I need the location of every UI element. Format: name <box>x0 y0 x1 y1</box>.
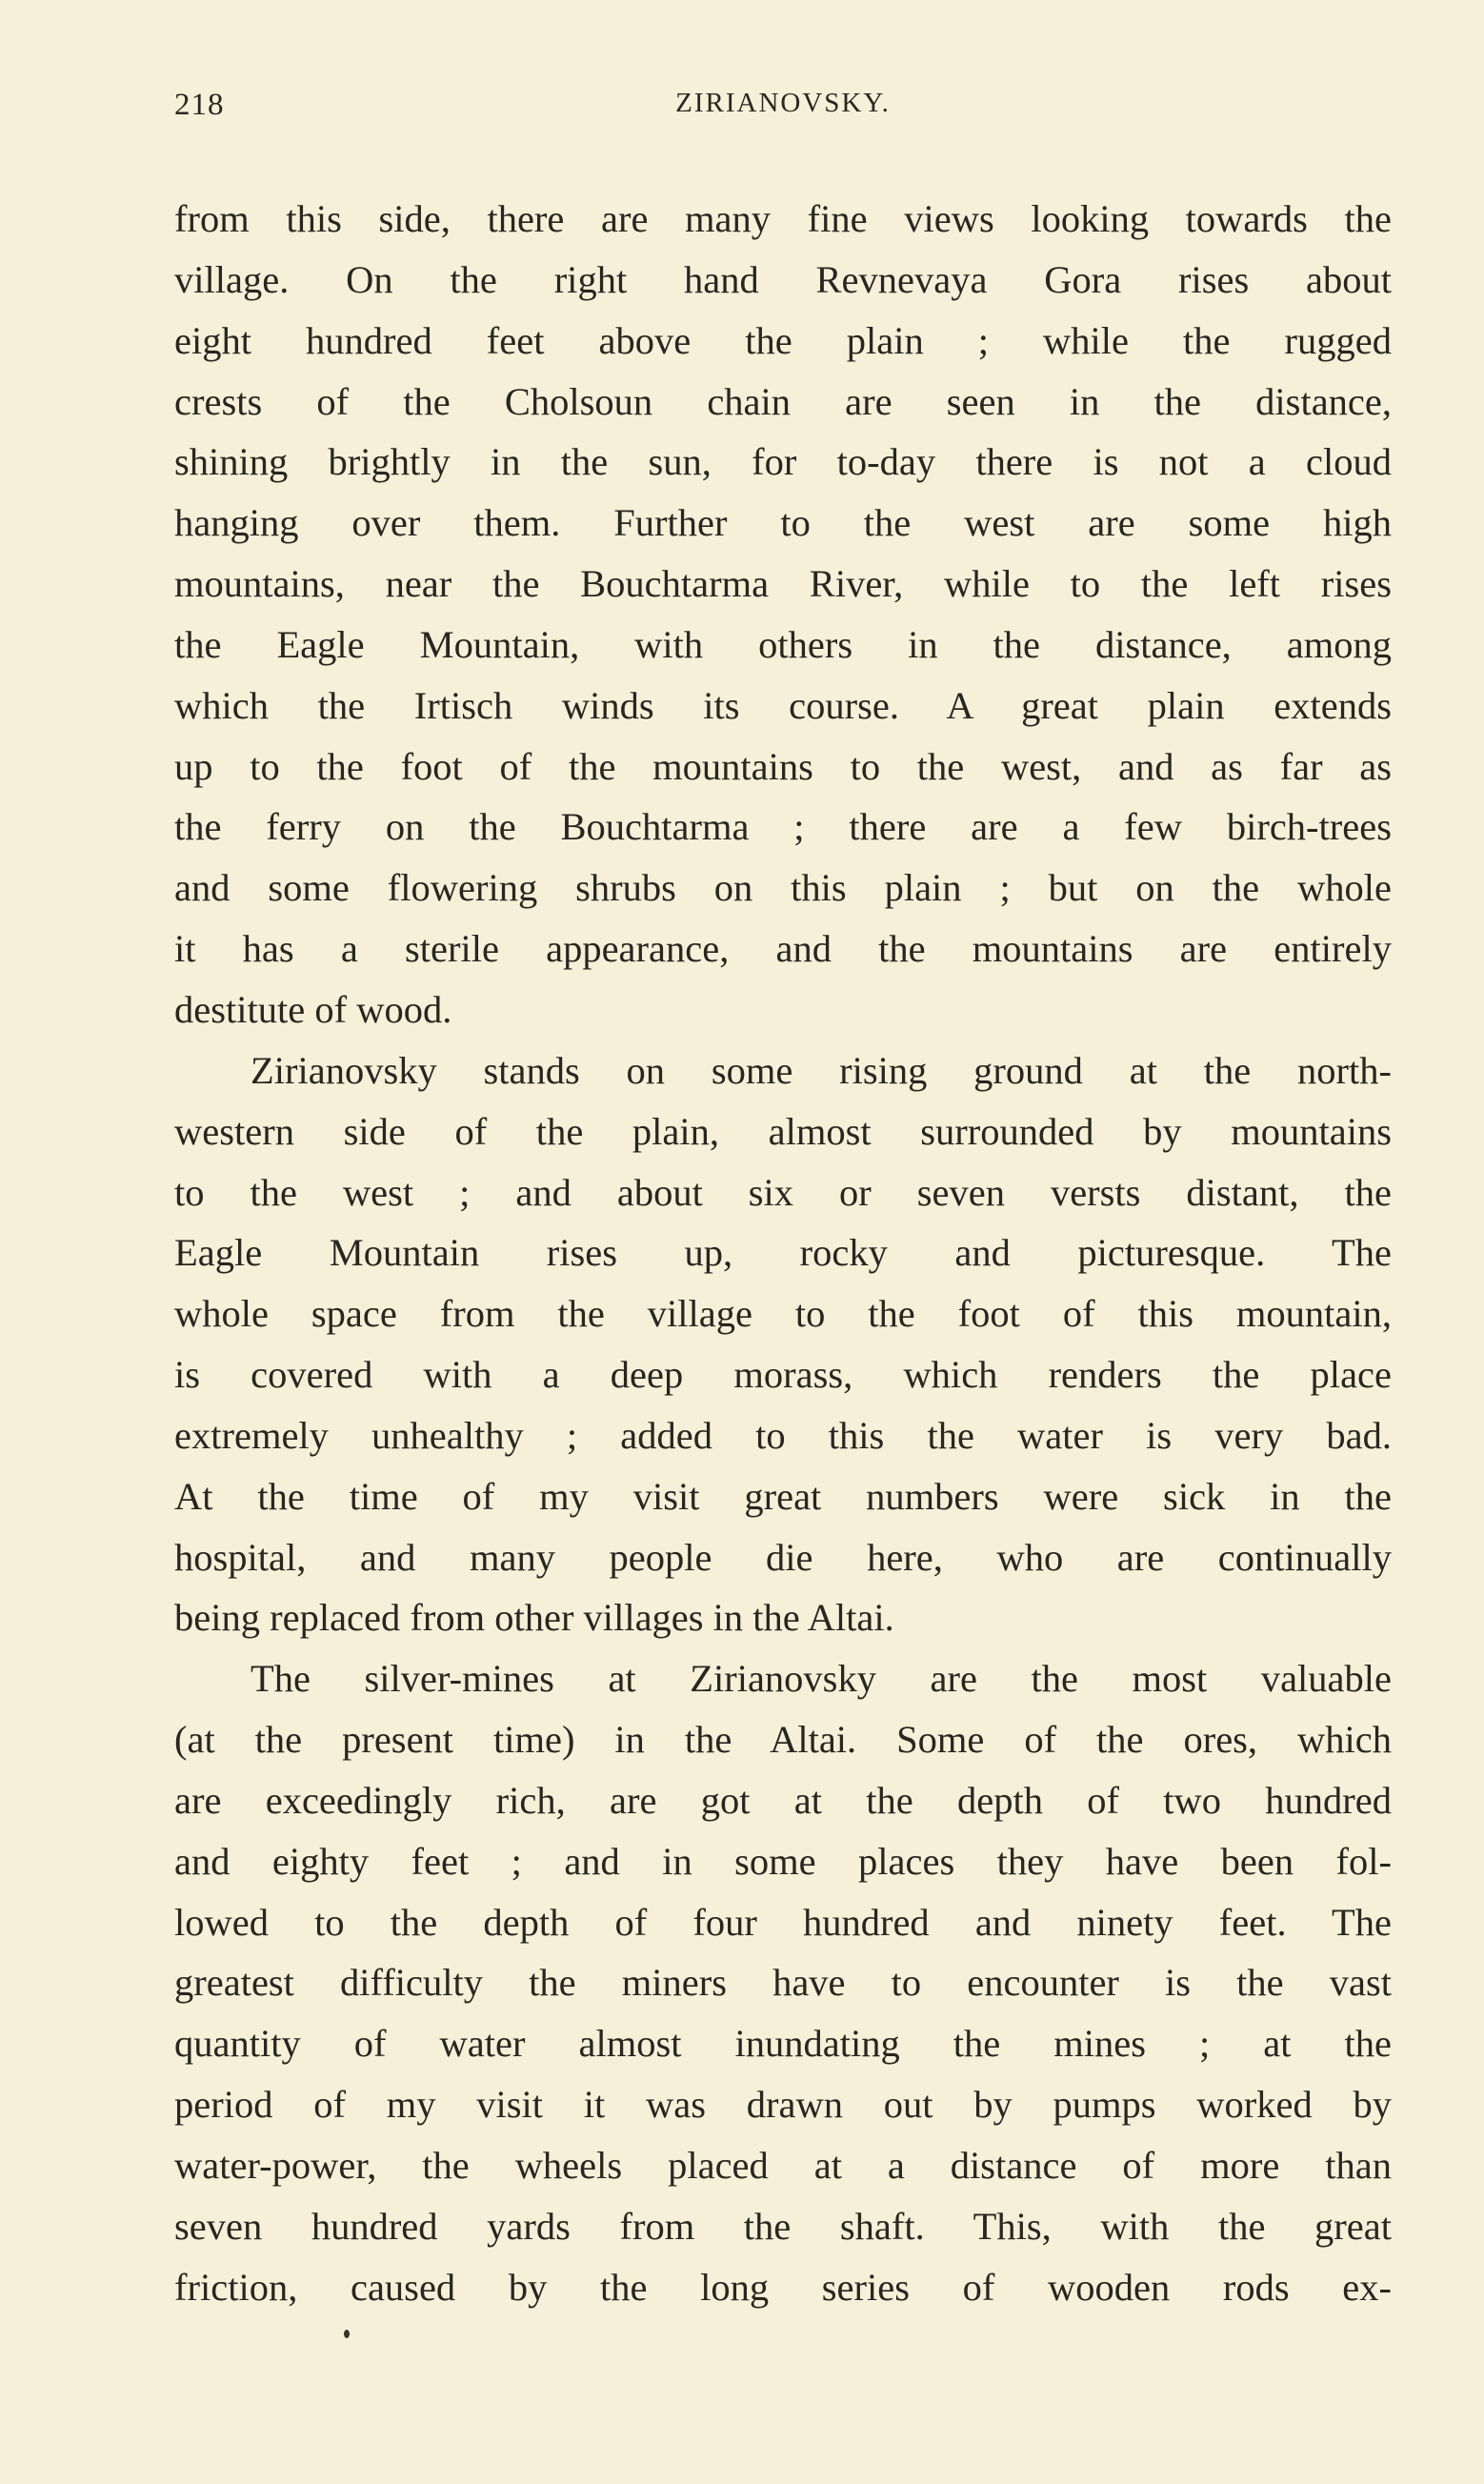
text-line: and eighty feet ; and in some places they have been fol- <box>174 1839 1392 1883</box>
text-line: which the Irtisch winds its course. A great plain extends <box>174 683 1392 727</box>
text-line: is covered with a deep morass, which renders the place <box>174 1353 1392 1397</box>
text-line: crests of the Cholsoun chain are seen in the distance, <box>174 379 1392 423</box>
text-line: seven hundred yards from the shaft. This, with the great <box>174 2204 1392 2248</box>
text-line: mountains, near the Bouchtarma River, while to the left rises <box>174 562 1392 606</box>
text-line: eight hundred feet above the plain ; while the rugged <box>174 318 1392 362</box>
text-line: greatest difficulty the miners have to encounter is the vast <box>174 1961 1392 2005</box>
text-line: extremely unhealthy ; added to this the water is very bad. <box>174 1413 1392 1457</box>
text-line: The silver-mines at Zirianovsky are the most valuable <box>251 1657 1392 1701</box>
text-line: the Eagle Mountain, with others in the distance, among <box>174 622 1392 666</box>
text-line: hanging over them. Further to the west are some high <box>174 501 1392 545</box>
text-line: village. On the right hand Revnevaya Gora rises about <box>174 257 1392 301</box>
text-line: period of my visit it was drawn out by pumps worked by <box>174 2083 1392 2127</box>
text-line: lowed to the depth of four hundred and ninety feet. The <box>174 1900 1392 1944</box>
text-line: whole space from the village to the foot of this mountain, <box>174 1292 1392 1336</box>
text-line: being replaced from other villages in the Altai. <box>174 1596 894 1640</box>
text-line: (at the present time) in the Altai. Some of the ores, which <box>174 1718 1392 1762</box>
text-line: destitute of wood. <box>174 987 452 1031</box>
text-line: hospital, and many people die here, who are continually <box>174 1535 1392 1579</box>
text-line: western side of the plain, almost surrounded by mountains <box>174 1109 1392 1153</box>
text-line: Zirianovsky stands on some rising ground at the north- <box>251 1048 1392 1092</box>
text-line: and some flowering shrubs on this plain ; but on the whole <box>174 866 1392 910</box>
text-line: to the west ; and about six or seven versts distant, the <box>174 1170 1392 1214</box>
running-title: ZIRIANOVSKY. <box>675 88 891 118</box>
text-line: up to the foot of the mountains to the west, and as far as <box>174 744 1392 788</box>
text-line: shining brightly in the sun, for to-day there is not a cloud <box>174 440 1392 484</box>
text-line: it has a sterile appearance, and the mountains are entirely <box>174 927 1392 971</box>
text-line: water-power, the wheels placed at a distance of more than <box>174 2144 1392 2187</box>
text-line: are exceedingly rich, are got at the depth of two hundred <box>174 1778 1392 1822</box>
text-line: At the time of my visit great numbers were sick in the <box>174 1474 1392 1518</box>
text-line: the ferry on the Bouchtarma ; there are a few birch-trees <box>174 805 1392 849</box>
text-line: from this side, there are many fine views looking towards the <box>174 197 1392 240</box>
page-number: 218 <box>174 88 225 122</box>
body-text <box>174 189 1392 2318</box>
text-line: friction, caused by the long series of wooden rods ex- <box>174 2265 1392 2309</box>
text-line: quantity of water almost inundating the mines ; at the <box>174 2022 1392 2066</box>
page-header <box>174 88 1392 135</box>
text-line: Eagle Mountain rises up, rocky and picturesque. The <box>174 1231 1392 1275</box>
ink-speck <box>344 2330 350 2338</box>
